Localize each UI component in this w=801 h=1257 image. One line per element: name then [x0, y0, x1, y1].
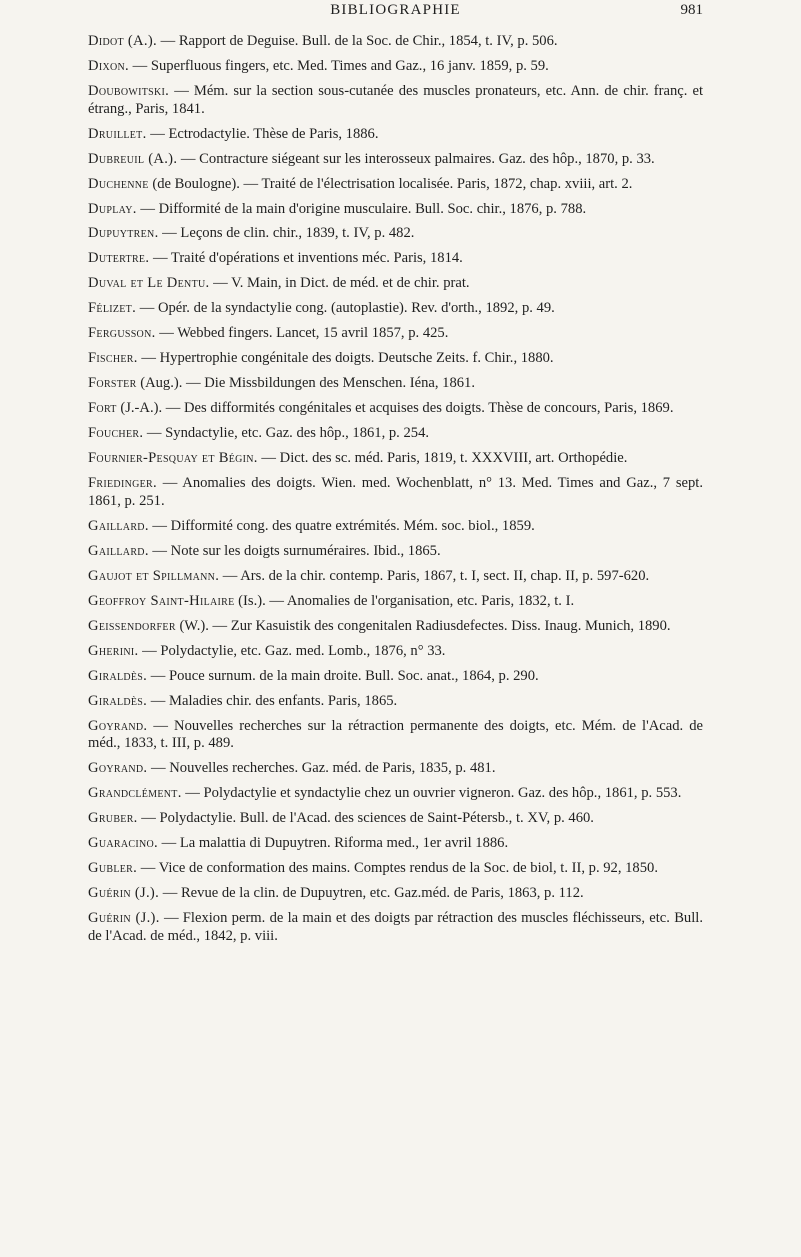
bibliography-entry: [88, 450, 703, 468]
entry-text: — Pouce surnum. de la main droite. Bull. Soc. anat., 1864, p. 290.: [147, 667, 539, 684]
bibliography-entry: [88, 225, 703, 243]
entry-text: (Aug.). — Die Missbildungen des Menschen. Iéna, 1861.: [136, 375, 475, 392]
bibliography-entry: [88, 250, 703, 268]
bibliography-entry: [88, 33, 703, 51]
entry-author: Dubreuil (A.).: [88, 150, 178, 167]
entry-text: — Anomalies des doigts. Wien. med. Wochenblatt, n° 13. Med. Times and Gaz., 7 sept. 1861, p. 251.: [88, 475, 703, 509]
bibliography-entry: [88, 400, 703, 418]
bibliography-entry: [88, 618, 703, 636]
entry-author: Geoffroy Saint-Hilaire: [88, 592, 235, 609]
bibliography-entry: [88, 58, 703, 76]
entry-author: Didot (A.).: [88, 33, 157, 49]
bibliography-entry: [88, 668, 703, 686]
entry-author: Giraldès.: [88, 692, 148, 709]
bibliography-entry: [88, 543, 703, 561]
entry-text: — Syndactylie, etc. Gaz. des hôp., 1861, p. 254.: [143, 425, 430, 442]
bibliography-entry: [88, 201, 703, 219]
bibliography-entry: [88, 643, 703, 661]
bibliography-entry: [88, 885, 703, 903]
entry-author: Gruber.: [88, 810, 138, 827]
entry-author: Fort: [88, 400, 117, 417]
bibliography-entry: [88, 693, 703, 711]
entry-author: Giraldès.: [88, 667, 148, 684]
entry-text: — Revue de la clin. de Dupuytren, etc. Gaz.méd. de Paris, 1863, p. 112.: [159, 885, 584, 902]
bibliography-entry: [88, 475, 703, 510]
entry-text: (W.). — Zur Kasuistik des congenitalen Radiusdefectes. Diss. Inaug. Munich, 1890.: [175, 617, 671, 634]
entry-text: — Difformité de la main d'origine musculaire. Bull. Soc. chir., 1876, p. 788.: [136, 200, 587, 217]
entry-author: Fischer.: [88, 350, 138, 367]
bibliography-entry: [88, 835, 703, 853]
bibliography-entry: [88, 593, 703, 611]
entry-author: Friedinger.: [88, 475, 157, 492]
entry-author: Dupuytren.: [88, 225, 159, 242]
page-number: 981: [680, 2, 703, 18]
entry-author: Fergusson.: [88, 325, 156, 342]
entry-text: — Flexion perm. de la main et des doigts par rétraction des muscles fléchisseurs, etc. Bull. de l'Acad. de méd., 1842, p. viii.: [88, 910, 703, 944]
entry-text: — Dict. des sc. méd. Paris, 1819, t. XXXVIII, art. Orthopédie.: [257, 450, 628, 467]
entry-text: — Mém. sur la section sous-cutanée des muscles pronateurs, etc. Ann. de chir. franç. et étrang., Paris, 1841.: [88, 82, 703, 117]
entry-author: Druillet.: [88, 125, 147, 142]
entry-text: (J.-A.). — Des difformités congénitales et acquises des doigts. Thèse de concours, Paris, 1869.: [116, 400, 674, 417]
entry-text: — Difformité cong. des quatre extrémités. Mém. soc. biol., 1859.: [148, 517, 535, 534]
bibliography-entry: [88, 151, 703, 169]
entry-author: Guérin (J.).: [88, 885, 160, 902]
entry-author: Foucher.: [88, 425, 144, 442]
entry-text: — Polydactylie et syndactylie chez un ouvrier vigneron. Gaz. des hôp., 1861, p. 553.: [181, 785, 682, 802]
bibliography-entry: [88, 176, 703, 194]
entry-author: Félizet.: [88, 300, 137, 317]
entry-author: Fournier-Pesquay et Bégin.: [88, 450, 258, 467]
running-title: BIBLIOGRAPHIE: [330, 2, 461, 18]
bibliography-entry: [88, 325, 703, 343]
entry-text: — Nouvelles recherches. Gaz. méd. de Paris, 1835, p. 481.: [147, 760, 496, 777]
entry-author: Duchenne: [88, 175, 149, 192]
bibliography-entry: [88, 785, 703, 803]
entry-author: Duval et Le Dentu.: [88, 275, 210, 292]
entry-text: — Rapport de Deguise. Bull. de la Soc. de Chir., 1854, t. IV, p. 506.: [156, 33, 558, 49]
entry-author: Doubowitski.: [88, 82, 170, 99]
entry-text: — V. Main, in Dict. de méd. et de chir. prat.: [209, 275, 470, 292]
bibliography-entry: [88, 718, 703, 753]
entry-text: — Webbed fingers. Lancet, 15 avril 1857, p. 425.: [155, 325, 449, 342]
entry-text: — Ars. de la chir. contemp. Paris, 1867, t. I, sect. II, chap. II, p. 597-620.: [219, 567, 650, 584]
entry-text: — Polydactylie, etc. Gaz. med. Lomb., 1876, n° 33.: [138, 642, 446, 659]
entry-author: Grandclément.: [88, 785, 182, 802]
entry-author: Dutertre.: [88, 250, 150, 267]
entry-author: Gaillard.: [88, 517, 149, 534]
bibliography-entry: [88, 910, 703, 945]
bibliography-entry: [88, 275, 703, 293]
entry-author: Gaujot et Spillmann.: [88, 567, 220, 584]
bibliography-entry: [88, 760, 703, 778]
entry-text: — Ectrodactylie. Thèse de Paris, 1886.: [146, 125, 379, 142]
entry-author: Gubler.: [88, 860, 138, 877]
bibliography-entry: [88, 860, 703, 878]
entry-text: — Hypertrophie congénitale des doigts. Deutsche Zeits. f. Chir., 1880.: [137, 350, 554, 367]
entry-text: — Nouvelles recherches sur la rétraction permanente des doigts, etc. Mém. de l'Acad. de méd., 1833, t. III, p. 489.: [88, 717, 703, 752]
entry-author: Goyrand.: [88, 717, 148, 734]
bibliography-entry: [88, 126, 703, 144]
entry-author: Gaillard.: [88, 542, 149, 559]
entry-author: Duplay.: [88, 200, 137, 217]
bibliography-entry: [88, 568, 703, 586]
page-header: [88, 2, 703, 24]
bibliography-list: [88, 33, 703, 953]
entry-text: (de Boulogne). — Traité de l'électrisation localisée. Paris, 1872, chap. xviii, art. 2.: [148, 175, 633, 192]
entry-text: — Traité d'opérations et inventions méc. Paris, 1814.: [149, 250, 463, 267]
entry-text: — Note sur les doigts surnuméraires. Ibid., 1865.: [148, 542, 441, 559]
entry-text: — Polydactylie. Bull. de l'Acad. des sciences de Saint-Pétersb., t. XV, p. 460.: [137, 810, 594, 827]
entry-text: — Vice de conformation des mains. Comptes rendus de la Soc. de biol, t. II, p. 92, 1850.: [137, 860, 658, 877]
bibliography-entry: [88, 375, 703, 393]
entry-text: — La malattia di Dupuytren. Riforma med., 1er avril 1886.: [157, 835, 509, 852]
entry-author: Goyrand.: [88, 760, 148, 777]
entry-text: — Leçons de clin. chir., 1839, t. IV, p. 482.: [158, 225, 415, 242]
entry-author: Geissendorfer: [88, 617, 176, 634]
entry-author: Guérin (J.).: [88, 910, 160, 927]
entry-text: (Is.). — Anomalies de l'organisation, etc. Paris, 1832, t. I.: [234, 592, 575, 609]
entry-author: Gherini.: [88, 642, 139, 659]
bibliography-entry: [88, 300, 703, 318]
entry-text: — Opér. de la syndactylie cong. (autoplastie). Rev. d'orth., 1892, p. 49.: [136, 300, 555, 317]
entry-author: Dixon.: [88, 57, 129, 74]
bibliography-entry: [88, 518, 703, 536]
bibliography-entry: [88, 425, 703, 443]
bibliography-entry: [88, 350, 703, 368]
bibliography-entry: [88, 810, 703, 828]
bibliography-entry: [88, 83, 703, 118]
entry-text: — Superfluous fingers, etc. Med. Times and Gaz., 16 janv. 1859, p. 59.: [128, 57, 549, 74]
entry-text: — Maladies chir. des enfants. Paris, 1865.: [147, 692, 398, 709]
entry-author: Guaracino.: [88, 835, 158, 852]
entry-author: Forster: [88, 375, 137, 392]
entry-text: — Contracture siégeant sur les interosseux palmaires. Gaz. des hôp., 1870, p. 33.: [177, 150, 655, 167]
